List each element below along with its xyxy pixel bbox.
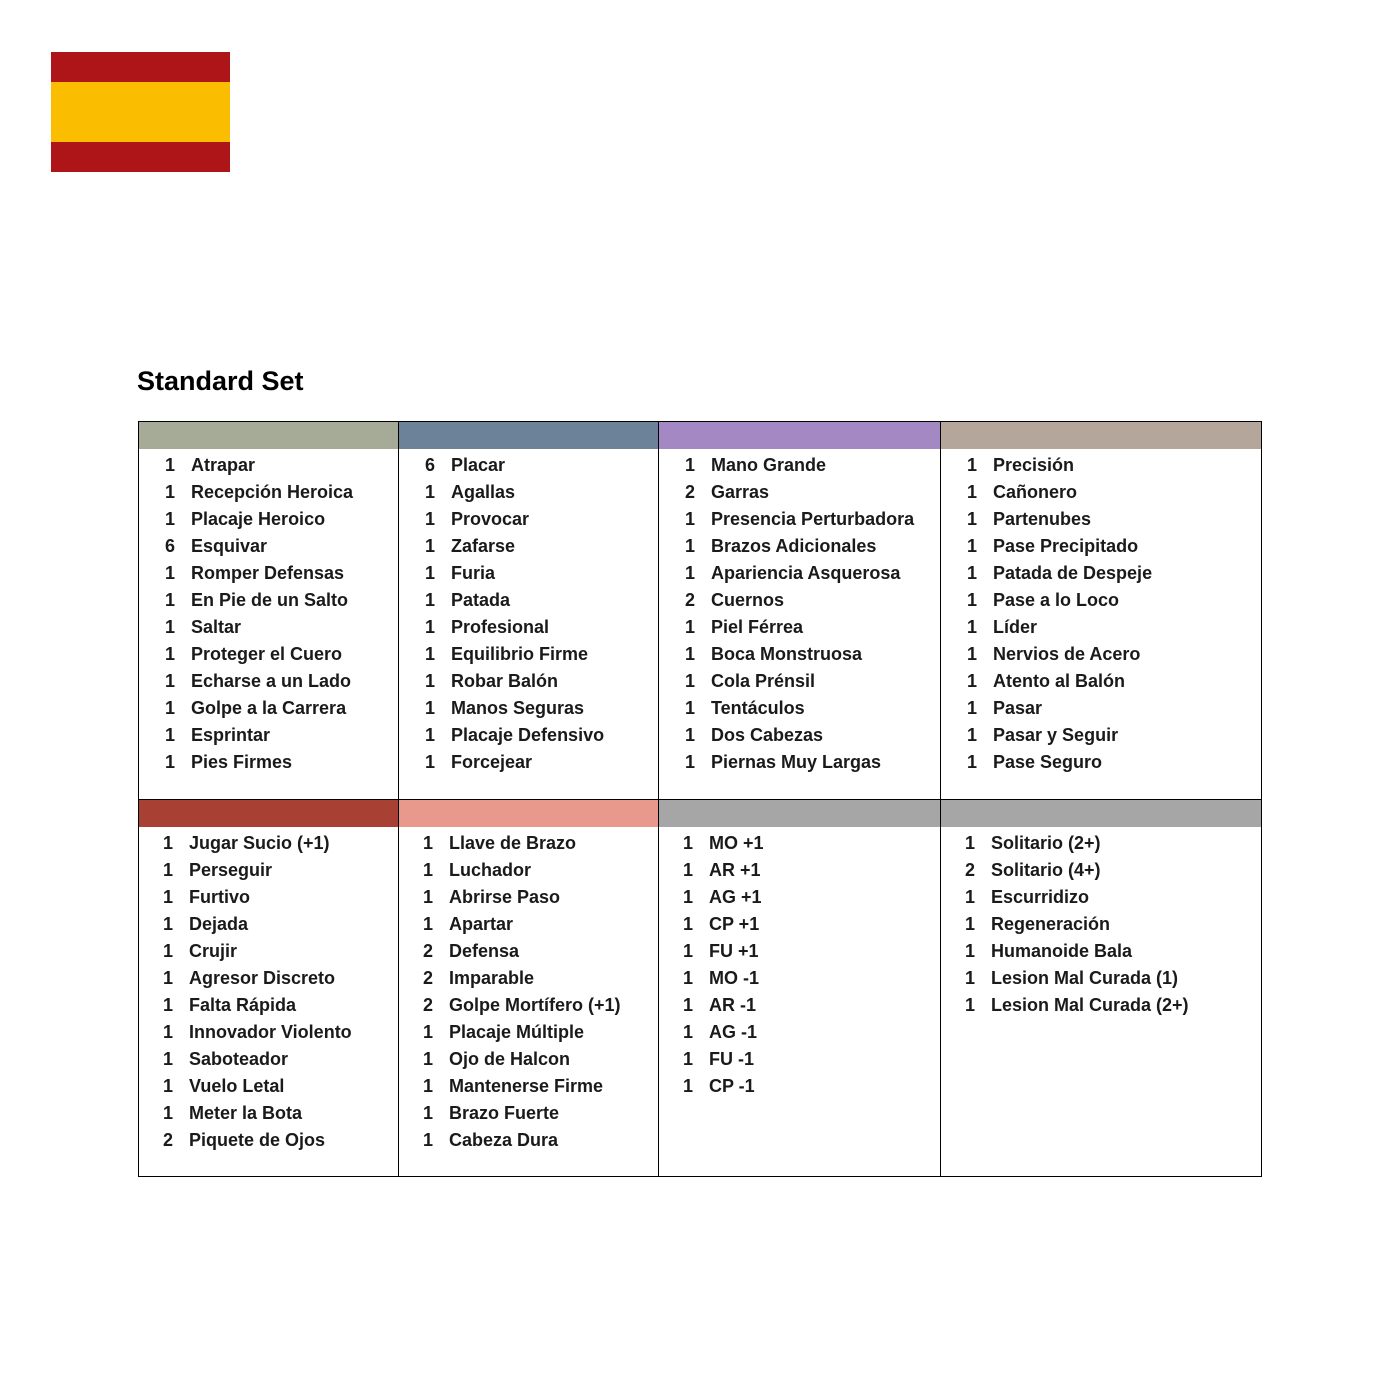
skill-list-item [941, 452, 1261, 479]
skill-name: Lesion Mal Curada (1) [991, 968, 1179, 988]
skill-quantity: 1 [684, 725, 695, 745]
skill-name: Innovador Violento [189, 1022, 352, 1042]
skill-name: Recepción Heroica [191, 482, 354, 502]
skill-category-cell [139, 422, 399, 800]
skill-quantity: 2 [162, 1130, 173, 1150]
skill-quantity: 2 [422, 941, 433, 961]
skill-name: Precisión [993, 455, 1075, 475]
skill-name: Patada de Despeje [993, 563, 1153, 583]
skill-list-item [659, 911, 940, 938]
skill-quantity: 1 [966, 536, 977, 556]
skill-list-item [659, 992, 940, 1019]
skill-name: Cabeza Dura [449, 1130, 559, 1150]
skill-name: AG +1 [709, 887, 762, 907]
skill-name: Pasar y Seguir [993, 725, 1119, 745]
skill-list-item [659, 641, 940, 668]
skill-name: Profesional [451, 617, 550, 637]
skill-quantity: 1 [422, 1130, 433, 1150]
skill-list-item [139, 722, 398, 749]
skill-list-item [399, 1019, 658, 1046]
skill-list-item [399, 992, 658, 1019]
skill-list-item [659, 1073, 940, 1100]
skill-list-item [659, 857, 940, 884]
skill-list [659, 827, 940, 1100]
skill-quantity: 1 [424, 563, 435, 583]
skill-list-item [941, 857, 1261, 884]
skill-name: Cañonero [993, 482, 1078, 502]
skill-list-item [941, 965, 1261, 992]
skill-quantity: 1 [682, 1049, 693, 1069]
skill-quantity: 1 [966, 698, 977, 718]
skill-category-cell [941, 422, 1261, 800]
skill-category-cell [659, 800, 941, 1176]
skill-list-item [941, 614, 1261, 641]
skill-quantity: 1 [964, 887, 975, 907]
skill-category-cell [399, 800, 659, 1176]
skill-list-item [659, 830, 940, 857]
skill-name: Vuelo Letal [189, 1076, 285, 1096]
skill-quantity: 1 [966, 671, 977, 691]
skill-list-item [139, 1100, 398, 1127]
skill-name: Brazos Adicionales [711, 536, 877, 556]
skill-list-item [941, 749, 1261, 776]
skill-quantity: 1 [684, 617, 695, 637]
skill-list-item [139, 992, 398, 1019]
skill-quantity: 1 [162, 833, 173, 853]
skill-list-item [139, 1019, 398, 1046]
skill-name: Robar Balón [451, 671, 559, 691]
skill-quantity: 1 [966, 482, 977, 502]
skill-list-item [399, 1100, 658, 1127]
skill-name: Luchador [449, 860, 532, 880]
skill-quantity: 1 [966, 509, 977, 529]
skill-list-item [399, 938, 658, 965]
skill-name: Placaje Múltiple [449, 1022, 585, 1042]
skill-quantity: 1 [682, 968, 693, 988]
skill-list-item [139, 830, 398, 857]
page-title: Standard Set [137, 366, 304, 396]
skill-category-cell [941, 800, 1261, 1176]
skill-list-item [659, 533, 940, 560]
skill-name: Crujir [189, 941, 238, 961]
skill-quantity: 1 [684, 509, 695, 529]
skill-name: Agallas [451, 482, 516, 502]
skill-name: AR +1 [709, 860, 761, 880]
skill-name: Solitario (4+) [991, 860, 1101, 880]
skill-quantity: 1 [424, 536, 435, 556]
skill-quantity: 1 [422, 1049, 433, 1069]
skill-name: Placaje Defensivo [451, 725, 605, 745]
skill-name: Apartar [449, 914, 514, 934]
skill-quantity: 1 [966, 725, 977, 745]
skill-name: CP +1 [709, 914, 760, 934]
skill-name: Mano Grande [711, 455, 827, 475]
skill-quantity: 6 [164, 536, 175, 556]
skill-quantity: 1 [424, 617, 435, 637]
skill-name: Forcejear [451, 752, 533, 772]
skill-list-item [659, 965, 940, 992]
skill-list-item [139, 938, 398, 965]
skill-quantity: 1 [964, 833, 975, 853]
skill-name: Llave de Brazo [449, 833, 577, 853]
skill-quantity: 1 [422, 860, 433, 880]
skill-list-item [139, 479, 398, 506]
skill-name: Golpe Mortífero (+1) [449, 995, 621, 1015]
skill-name: Placaje Heroico [191, 509, 326, 529]
skill-list-item [941, 830, 1261, 857]
skill-list-item [139, 695, 398, 722]
skill-name: Atrapar [191, 455, 256, 475]
skill-name: Brazo Fuerte [449, 1103, 560, 1123]
skill-list-item [399, 884, 658, 911]
skill-category-cell [399, 422, 659, 800]
skill-quantity: 1 [164, 644, 175, 664]
skill-list [139, 449, 398, 776]
category-color-bar [659, 422, 940, 449]
skill-quantity: 1 [964, 995, 975, 1015]
skill-name: AR -1 [709, 995, 757, 1015]
skill-quantity: 1 [164, 563, 175, 583]
skill-quantity: 6 [424, 455, 435, 475]
skill-quantity: 1 [164, 698, 175, 718]
skill-quantity: 1 [682, 941, 693, 961]
skill-list-item [399, 965, 658, 992]
skill-quantity: 1 [422, 887, 433, 907]
skill-name: Pasar [993, 698, 1043, 718]
skill-list-item [399, 587, 658, 614]
category-color-bar [659, 800, 940, 827]
skill-quantity: 1 [164, 482, 175, 502]
skill-name: CP -1 [709, 1076, 755, 1096]
skill-quantity: 1 [424, 671, 435, 691]
skill-quantity: 1 [964, 914, 975, 934]
skill-quantity: 1 [422, 1103, 433, 1123]
skill-name: Proteger el Cuero [191, 644, 343, 664]
skill-name: Partenubes [993, 509, 1092, 529]
skill-list-item [399, 722, 658, 749]
skill-name: FU +1 [709, 941, 759, 961]
skill-list-item [399, 479, 658, 506]
skill-quantity: 1 [424, 698, 435, 718]
skill-list-item [941, 695, 1261, 722]
skill-name: Presencia Perturbadora [711, 509, 915, 529]
category-color-bar [139, 800, 398, 827]
skill-list [941, 827, 1261, 1019]
skill-list-item [139, 1073, 398, 1100]
skill-list-item [659, 695, 940, 722]
category-color-bar [941, 422, 1261, 449]
skill-list-item [139, 587, 398, 614]
skill-name: Solitario (2+) [991, 833, 1101, 853]
skill-list-item [659, 479, 940, 506]
skill-quantity: 1 [966, 752, 977, 772]
skill-quantity: 1 [682, 914, 693, 934]
skill-list-item [139, 533, 398, 560]
skill-list-item [941, 641, 1261, 668]
skill-list-item [659, 587, 940, 614]
spain-flag [51, 52, 230, 172]
skill-quantity: 1 [422, 833, 433, 853]
skill-quantity: 2 [684, 482, 695, 502]
skill-quantity: 2 [422, 968, 433, 988]
skill-name: Manos Seguras [451, 698, 585, 718]
category-color-bar [139, 422, 398, 449]
skill-quantity: 1 [682, 1022, 693, 1042]
skills-table [138, 421, 1262, 1177]
skill-name: Tentáculos [711, 698, 805, 718]
skill-name: Atento al Balón [993, 671, 1126, 691]
skill-list-item [139, 560, 398, 587]
skill-name: Piquete de Ojos [189, 1130, 326, 1150]
skill-name: Jugar Sucio (+1) [189, 833, 330, 853]
skill-list-item [399, 614, 658, 641]
skill-quantity: 1 [424, 509, 435, 529]
skill-list-item [399, 452, 658, 479]
skill-name: AG -1 [709, 1022, 758, 1042]
skill-list-item [659, 452, 940, 479]
skill-name: Esquivar [191, 536, 268, 556]
skill-quantity: 1 [682, 887, 693, 907]
skill-name: Saboteador [189, 1049, 289, 1069]
skill-category-cell [139, 800, 399, 1176]
skill-quantity: 1 [424, 725, 435, 745]
skill-list-item [941, 506, 1261, 533]
skill-quantity: 1 [164, 509, 175, 529]
skill-name: Equilibrio Firme [451, 644, 589, 664]
skill-name: Patada [451, 590, 511, 610]
skill-name: Humanoide Bala [991, 941, 1133, 961]
skill-list [941, 449, 1261, 776]
skill-quantity: 1 [164, 617, 175, 637]
skill-quantity: 1 [966, 644, 977, 664]
skill-list-item [659, 749, 940, 776]
skill-name: Pase Seguro [993, 752, 1103, 772]
skill-quantity: 1 [162, 914, 173, 934]
skill-quantity: 1 [162, 941, 173, 961]
skill-name: Imparable [449, 968, 535, 988]
skill-list-item [139, 506, 398, 533]
skill-name: Esprintar [191, 725, 271, 745]
skill-list [139, 827, 398, 1154]
skill-list-item [399, 911, 658, 938]
skill-name: En Pie de un Salto [191, 590, 349, 610]
skill-list-item [941, 587, 1261, 614]
skill-name: Furia [451, 563, 496, 583]
skill-list-item [399, 1127, 658, 1154]
skill-name: Garras [711, 482, 770, 502]
skill-name: Golpe a la Carrera [191, 698, 347, 718]
skill-name: Placar [451, 455, 506, 475]
skill-category-cell [659, 422, 941, 800]
skill-name: Falta Rápida [189, 995, 297, 1015]
skill-quantity: 1 [684, 671, 695, 691]
skill-quantity: 1 [424, 482, 435, 502]
skill-list-item [941, 722, 1261, 749]
category-color-bar [399, 422, 658, 449]
skill-name: Mantenerse Firme [449, 1076, 604, 1096]
skill-name: Meter la Bota [189, 1103, 303, 1123]
skill-list-item [941, 668, 1261, 695]
skill-name: Ojo de Halcon [449, 1049, 571, 1069]
skill-quantity: 1 [422, 1076, 433, 1096]
skill-quantity: 1 [682, 1076, 693, 1096]
skill-quantity: 1 [684, 455, 695, 475]
skill-name: Dos Cabezas [711, 725, 824, 745]
skill-list [399, 449, 658, 776]
skill-list-item [139, 452, 398, 479]
skill-list-item [139, 857, 398, 884]
skill-quantity: 2 [964, 860, 975, 880]
skill-name: Dejada [189, 914, 249, 934]
skill-list-item [139, 965, 398, 992]
skill-name: MO +1 [709, 833, 764, 853]
skill-name: Cuernos [711, 590, 785, 610]
skill-list-item [659, 1019, 940, 1046]
skill-quantity: 2 [684, 590, 695, 610]
skill-list-item [399, 857, 658, 884]
flag-top-band [51, 52, 230, 82]
skill-name: Furtivo [189, 887, 250, 907]
skill-quantity: 1 [162, 1022, 173, 1042]
skill-name: Saltar [191, 617, 242, 637]
skill-list-item [941, 479, 1261, 506]
skill-name: Pies Firmes [191, 752, 293, 772]
skill-name: Piernas Muy Largas [711, 752, 882, 772]
skill-name: Defensa [449, 941, 520, 961]
skill-list-item [941, 884, 1261, 911]
skill-quantity: 1 [682, 995, 693, 1015]
skill-list-item [399, 830, 658, 857]
skill-quantity: 1 [164, 590, 175, 610]
skill-list-item [399, 1046, 658, 1073]
skill-name: Abrirse Paso [449, 887, 561, 907]
skill-name: Pase a lo Loco [993, 590, 1120, 610]
skill-quantity: 1 [162, 1076, 173, 1096]
skill-quantity: 1 [162, 887, 173, 907]
skill-list [399, 827, 658, 1154]
skill-quantity: 1 [966, 590, 977, 610]
skill-name: Líder [993, 617, 1038, 637]
flag-middle-band [51, 82, 230, 142]
skill-list-item [659, 506, 940, 533]
skill-quantity: 1 [684, 536, 695, 556]
skill-list-item [659, 722, 940, 749]
skill-name: Perseguir [189, 860, 273, 880]
skill-name: Escurridizo [991, 887, 1090, 907]
skill-name: Pase Precipitado [993, 536, 1139, 556]
skill-list [659, 449, 940, 776]
skill-quantity: 1 [424, 644, 435, 664]
skill-quantity: 1 [162, 860, 173, 880]
category-color-bar [399, 800, 658, 827]
skill-list-item [941, 992, 1261, 1019]
skill-list-item [399, 560, 658, 587]
skill-list-item [139, 749, 398, 776]
skill-quantity: 1 [966, 617, 977, 637]
skill-list-item [941, 911, 1261, 938]
skill-quantity: 1 [162, 968, 173, 988]
skill-list-item [399, 749, 658, 776]
skill-name: Apariencia Asquerosa [711, 563, 901, 583]
skill-name: Cola Prénsil [711, 671, 816, 691]
skill-list-item [139, 1127, 398, 1154]
skill-quantity: 1 [966, 563, 977, 583]
flag-bottom-band [51, 142, 230, 172]
skill-quantity: 2 [422, 995, 433, 1015]
skill-quantity: 1 [162, 1103, 173, 1123]
skill-list-item [659, 938, 940, 965]
skill-list-item [941, 560, 1261, 587]
skill-quantity: 1 [422, 1022, 433, 1042]
skill-name: Nervios de Acero [993, 644, 1141, 664]
skill-quantity: 1 [422, 914, 433, 934]
skill-name: Echarse a un Lado [191, 671, 352, 691]
skill-list-item [139, 668, 398, 695]
skill-list-item [659, 884, 940, 911]
skill-name: MO -1 [709, 968, 760, 988]
skill-list-item [399, 533, 658, 560]
skill-name: Regeneración [991, 914, 1111, 934]
skill-quantity: 1 [682, 833, 693, 853]
skill-list-item [139, 614, 398, 641]
skill-quantity: 1 [162, 995, 173, 1015]
skill-list-item [139, 911, 398, 938]
skill-list-item [139, 1046, 398, 1073]
skill-list-item [659, 1046, 940, 1073]
skill-quantity: 1 [162, 1049, 173, 1069]
skill-quantity: 1 [684, 563, 695, 583]
skill-list-item [941, 533, 1261, 560]
skill-name: Provocar [451, 509, 530, 529]
skill-list-item [941, 938, 1261, 965]
skill-list-item [659, 614, 940, 641]
skill-list-item [399, 1073, 658, 1100]
skill-quantity: 1 [164, 752, 175, 772]
skill-list-item [139, 641, 398, 668]
skill-name: FU -1 [709, 1049, 754, 1069]
skill-quantity: 1 [964, 941, 975, 961]
skill-list-item [399, 668, 658, 695]
skill-quantity: 1 [684, 752, 695, 772]
skill-list-item [659, 668, 940, 695]
skill-quantity: 1 [684, 698, 695, 718]
skill-name: Zafarse [451, 536, 516, 556]
skill-name: Agresor Discreto [189, 968, 336, 988]
skill-name: Romper Defensas [191, 563, 345, 583]
skill-name: Lesion Mal Curada (2+) [991, 995, 1189, 1015]
skill-list-item [139, 884, 398, 911]
skill-quantity: 1 [164, 671, 175, 691]
skill-quantity: 1 [424, 752, 435, 772]
skill-list-item [399, 695, 658, 722]
skill-quantity: 1 [424, 590, 435, 610]
skill-name: Piel Férrea [711, 617, 804, 637]
skill-quantity: 1 [164, 455, 175, 475]
skill-quantity: 1 [964, 968, 975, 988]
skill-list-item [399, 506, 658, 533]
category-color-bar [941, 800, 1261, 827]
skill-quantity: 1 [164, 725, 175, 745]
skill-quantity: 1 [682, 860, 693, 880]
skill-quantity: 1 [966, 455, 977, 475]
skill-list-item [659, 560, 940, 587]
skill-list-item [399, 641, 658, 668]
skill-name: Boca Monstruosa [711, 644, 863, 664]
skill-quantity: 1 [684, 644, 695, 664]
